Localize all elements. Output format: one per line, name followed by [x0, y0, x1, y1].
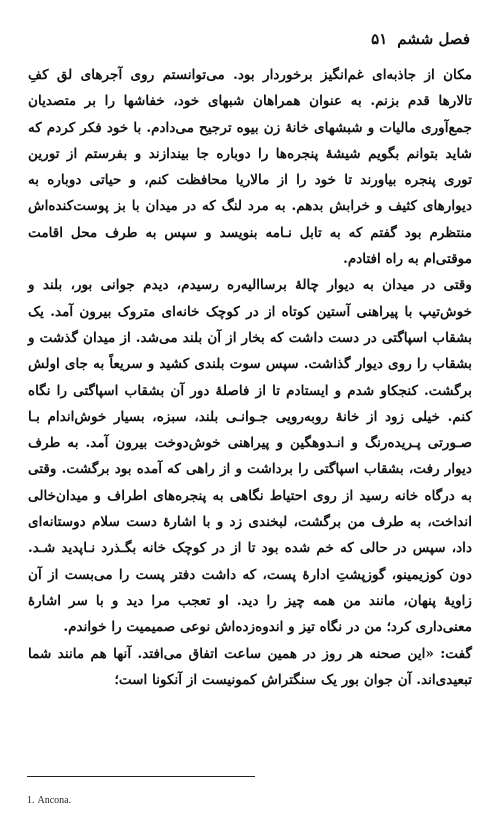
- footnote: [27, 795, 71, 806]
- footnote-marker: 1.: [27, 795, 35, 806]
- footnote-text: Ancona.: [37, 795, 72, 806]
- body-text: [28, 62, 472, 693]
- page-number: ۵۱: [371, 30, 388, 48]
- paragraph: گفت: «این صحنه هر روز در همین ساعت اتفاق می‌افتد. آنها هم مانند شما تبعیدی‌اند. آن جوان بور یک سنگتراش کمونیست از آنکونا است؛: [28, 645, 472, 688]
- footnote-divider: [27, 776, 255, 777]
- chapter-title: فصل ششم: [397, 30, 470, 48]
- paragraph: وقتی در میدان به دیوار چالهٔ برساالیه‌ره رسیدم، دیدم جوانی بور، بلند و خوش‌تیپ با پیراهنی آستین کوتاه از در کوچک خانه‌ای متروک بیرون آمد. یک بشقاب اسپاگتی در دست داشت که بخار از آن بلند می‌شد. از میدان گذشت و بشقاب را روی دیوار گذاشت. سپس سوت بلندی کشید و سریعاً به جای اولش برگشت. کنجکاو شدم و ایستادم تا از فاصلهٔ دور آن بشقاب اسپاگتی را نگاه کنم. خیلی زود از خانهٔ روبه‌رویی جـوانـی بلند، سبزه، بسیار خوش‌اندام بـا صـورتی پـریده‌رنگ و انـدوهگین و پیراهنی خوش‌دوخت بیرون آمد. به طرف دیوار رفت، بشقاب اسپاگتی را برداشت و از راهی که آمده بود برگشت. وقتی به درگاه خانه رسید از روی احتیاط نگاهی به پنجره‌های اطراف و میدان‌خالی انداخت، به طرف من برگشت، لبخندی زد و با اشارهٔ دست سلام دوستانه‌ای داد، سپس در حالی که خم شده بود تا از در کوچک خانه بگـذرد نـاپدید شـد. دون کوزیمینو، گوزپشتِ ادارهٔ پست، که داشت دفتر پست را می‌بست از آن زاویهٔ پنهان، مانند من همه چیز را دید. او تعجب مرا دید و با سر اشارهٔ معنی‌داری کرد؛ من در نگاه تیز و اندوه‌زده‌اش نوعی صمیمیت را خواندم.: [28, 277, 472, 636]
- paragraph: مکان از جاذبه‌ای غم‌انگیز برخوردار بود. می‌توانستم روی آجرهای لق کفِ تالارها قدم بزنم. به عنوان همراهان شبهای خود، خفاشها را بر متصدیان جمع‌آوری مالیات و شبشهای خانهٔ زن بیوه ترجیح می‌دادم. با خود فکر کردم که شاید بتوانم بگویم شیشهٔ پنجره‌ها را دوباره جا بیندازند و بفرستم از تورین توری پنجره بیاورند تا خود را از مالاریا محافظت کنم، و حیاتی دوباره به دیوارهای کثیف و خرابش بدهم. به مرد لنگ که در میدان با بز پوست‌کنده‌اش منتظرم بود گفتم که به تابل نـامه بنویسد و سپس به طرف محل اقامت موقتی‌ام به راه افتادم.: [28, 67, 472, 268]
- running-header: [371, 30, 470, 48]
